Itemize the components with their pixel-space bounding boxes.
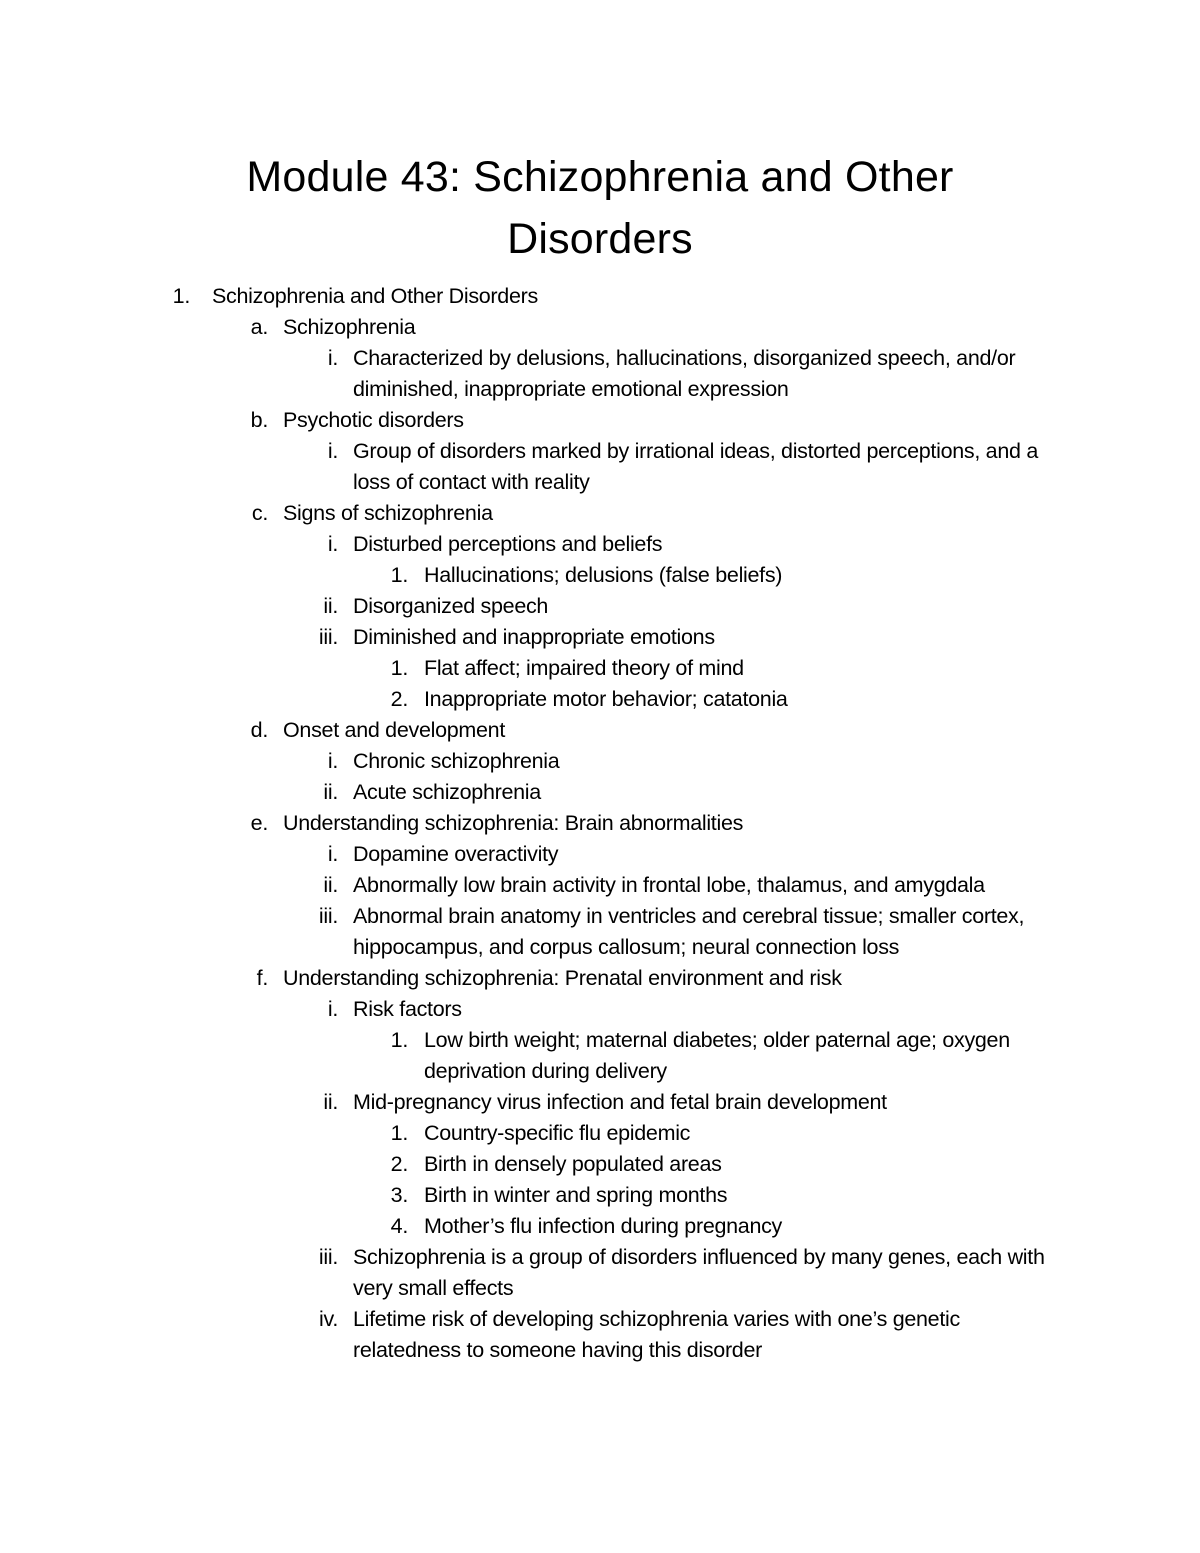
outline-item bbox=[0, 1118, 1200, 1149]
outline-text: Hallucinations; delusions (false beliefs) bbox=[424, 563, 783, 587]
outline-item bbox=[0, 684, 1200, 715]
outline-marker: i. bbox=[327, 439, 338, 463]
outline-marker: i. bbox=[327, 997, 338, 1021]
outline-marker: ii. bbox=[323, 873, 338, 897]
outline-marker: f. bbox=[256, 966, 268, 990]
outline-marker: 2. bbox=[390, 687, 408, 711]
outline-item bbox=[0, 901, 1200, 963]
outline-marker: iv. bbox=[318, 1307, 338, 1331]
outline-text: Schizophrenia and Other Disorders bbox=[212, 284, 538, 308]
outline-item bbox=[0, 281, 1200, 312]
outline-item bbox=[0, 343, 1200, 405]
outline-marker: iii. bbox=[318, 904, 338, 928]
title-line-1: Module 43: Schizophrenia and Other bbox=[246, 153, 954, 201]
outline-text: Country-specific flu epidemic bbox=[424, 1121, 691, 1145]
outline-item bbox=[0, 591, 1200, 622]
outline-item bbox=[0, 1087, 1200, 1118]
outline-item bbox=[0, 1211, 1200, 1242]
outline-item bbox=[0, 622, 1200, 653]
outline-marker: d. bbox=[250, 718, 268, 742]
outline-marker: ii. bbox=[323, 594, 338, 618]
outline-marker: 1. bbox=[390, 656, 408, 680]
outline-text: Characterized by delusions, hallucinations, disorganized speech, and/or diminished, inappropriate emotional expression bbox=[353, 346, 1016, 401]
outline-text: Chronic schizophrenia bbox=[353, 749, 560, 773]
outline-text: Schizophrenia is a group of disorders influenced by many genes, each with very small effects bbox=[353, 1245, 1045, 1300]
outline-item bbox=[0, 560, 1200, 591]
title-line-2: Disorders bbox=[507, 215, 693, 263]
outline-item bbox=[0, 405, 1200, 436]
outline-text: Understanding schizophrenia: Prenatal environment and risk bbox=[283, 966, 842, 990]
outline-text: Acute schizophrenia bbox=[353, 780, 541, 804]
outline-text: Abnormally low brain activity in frontal lobe, thalamus, and amygdala bbox=[353, 873, 985, 897]
outline-text: Group of disorders marked by irrational ideas, distorted perceptions, and a loss of contact with reality bbox=[353, 439, 1038, 494]
outline-item bbox=[0, 1025, 1200, 1087]
outline-marker: c. bbox=[251, 501, 268, 525]
outline-item bbox=[0, 1304, 1200, 1366]
outline-text: Signs of schizophrenia bbox=[283, 501, 493, 525]
outline-item bbox=[0, 436, 1200, 498]
outline-marker: a. bbox=[250, 315, 268, 339]
outline-text: Mid-pregnancy virus infection and fetal brain development bbox=[353, 1090, 887, 1114]
outline-marker: iii. bbox=[318, 1245, 338, 1269]
outline-marker: 1. bbox=[390, 1121, 408, 1145]
outline-item bbox=[0, 529, 1200, 560]
outline-text: Disturbed perceptions and beliefs bbox=[353, 532, 663, 556]
outline-item bbox=[0, 963, 1200, 994]
outline-item bbox=[0, 808, 1200, 839]
outline-item bbox=[0, 1180, 1200, 1211]
outline-item bbox=[0, 715, 1200, 746]
page-title bbox=[150, 146, 1050, 270]
outline-marker: iii. bbox=[318, 625, 338, 649]
outline-text: Low birth weight; maternal diabetes; older paternal age; oxygen deprivation during delivery bbox=[424, 1028, 1010, 1083]
outline-text: Psychotic disorders bbox=[283, 408, 464, 432]
outline-marker: 1. bbox=[390, 1028, 408, 1052]
outline-text: Onset and development bbox=[283, 718, 505, 742]
outline-text: Understanding schizophrenia: Brain abnormalities bbox=[283, 811, 744, 835]
outline-marker: i. bbox=[327, 842, 338, 866]
outline-item bbox=[0, 839, 1200, 870]
outline-marker: 1. bbox=[390, 563, 408, 587]
outline-item bbox=[0, 1242, 1200, 1304]
outline-text: Disorganized speech bbox=[353, 594, 549, 618]
outline-marker: b. bbox=[250, 408, 268, 432]
outline-text: Dopamine overactivity bbox=[353, 842, 559, 866]
outline-text: Lifetime risk of developing schizophrenia varies with one’s genetic relatedness to someone having this disorder bbox=[353, 1307, 960, 1362]
outline-marker: i. bbox=[327, 749, 338, 773]
outline-text: Abnormal brain anatomy in ventricles and cerebral tissue; smaller cortex, hippocampus, and corpus callosum; neural connection loss bbox=[353, 904, 1025, 959]
outline-item bbox=[0, 1149, 1200, 1180]
outline-marker: 4. bbox=[390, 1214, 408, 1238]
outline-text: Schizophrenia bbox=[283, 315, 416, 339]
outline-text: Birth in winter and spring months bbox=[424, 1183, 728, 1207]
outline-text: Flat affect; impaired theory of mind bbox=[424, 656, 744, 680]
outline-list bbox=[0, 281, 1200, 1366]
outline-item bbox=[0, 312, 1200, 343]
outline-item bbox=[0, 653, 1200, 684]
outline-text: Inappropriate motor behavior; catatonia bbox=[424, 687, 788, 711]
outline-marker: ii. bbox=[323, 780, 338, 804]
outline-item bbox=[0, 870, 1200, 901]
outline-marker: i. bbox=[327, 532, 338, 556]
outline-item bbox=[0, 746, 1200, 777]
outline-marker: ii. bbox=[323, 1090, 338, 1114]
outline-marker: 1. bbox=[172, 284, 190, 308]
outline-marker: e. bbox=[250, 811, 268, 835]
outline-text: Birth in densely populated areas bbox=[424, 1152, 722, 1176]
outline-item bbox=[0, 498, 1200, 529]
outline-marker: 2. bbox=[390, 1152, 408, 1176]
outline-item bbox=[0, 994, 1200, 1025]
outline-marker: i. bbox=[327, 346, 338, 370]
outline-text: Diminished and inappropriate emotions bbox=[353, 625, 715, 649]
outline-item bbox=[0, 777, 1200, 808]
outline-text: Mother’s flu infection during pregnancy bbox=[424, 1214, 782, 1238]
outline-text: Risk factors bbox=[353, 997, 462, 1021]
outline-marker: 3. bbox=[390, 1183, 408, 1207]
